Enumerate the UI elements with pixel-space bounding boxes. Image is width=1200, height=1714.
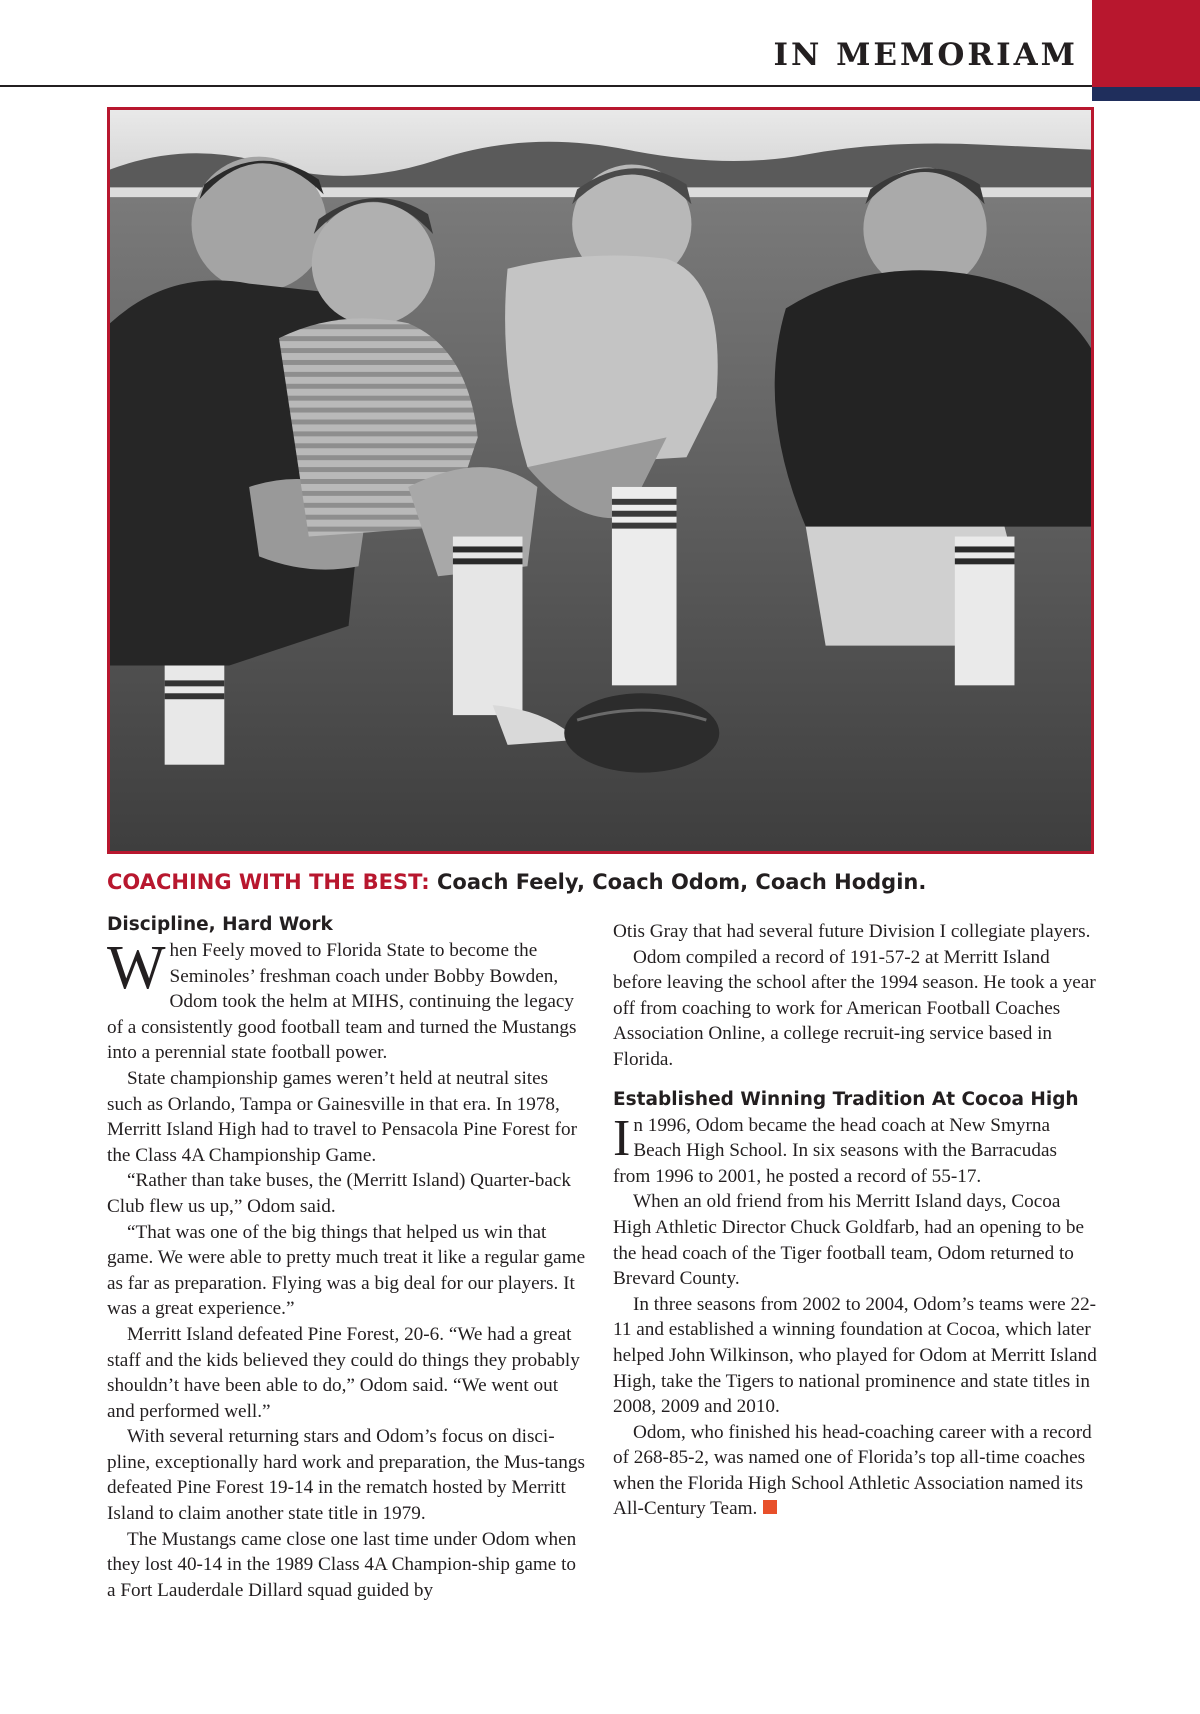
article-paragraph: In 1996, Odom became the head coach at New Smyrna Beach High School. In six seasons with the Barracudas from 1996 to 2001, he posted a record of 55-17. — [613, 1109, 1057, 1187]
article-paragraph: The Mustangs came close one last time under Odom when they lost 40-14 in the 1989 Class 4A Champion-ship game to a Fort Lauderdale Dillard squad guided by — [107, 1528, 577, 1601]
caption-lead: COACHING WITH THE BEST: — [107, 870, 430, 894]
article-paragraph: “That was one of the big things that helped us win that game. We were able to pretty much treat it like a regular game as far as preparation. Flying was a big deal for our players. It was a great experience.” — [107, 1221, 586, 1320]
article-column-right — [613, 919, 1097, 1522]
caption-text: Coach Feely, Coach Odom, Coach Hodgin. — [429, 870, 927, 894]
article-paragraph: Odom compiled a record of 191-57-2 at Merritt Island before leaving the school after the 1994 season. He took a year off from coaching to work for American Football Coaches Association Online, a college recruit-ing service based in Florida. — [613, 946, 1096, 1070]
corner-accent-red — [1092, 0, 1200, 87]
article-paragraph: When an old friend from his Merritt Island days, Cocoa High Athletic Director Chuck Goldfarb, had an opening to be the head coach of the Tiger football team, Odom returned to Brevard County. — [613, 1191, 1085, 1290]
article-column-left — [107, 912, 587, 1603]
article-paragraph: State championship games weren’t held at neutral sites such as Orlando, Tampa or Gainesville in that era. In 1978, Merritt Island High had to travel to Pensacola Pine Forest for the Class 4A Championship Game. — [107, 1067, 577, 1166]
header-rule — [0, 85, 1092, 87]
drop-cap: I — [613, 1109, 631, 1167]
coaches-photo — [107, 107, 1094, 854]
section-heading: Established Winning Tradition At Cocoa High — [613, 1088, 1079, 1110]
corner-accent-navy — [1092, 87, 1200, 101]
article-paragraph: Odom, who finished his head-coaching career with a record of 268-85-2, was named one of Florida’s top all-time coaches when the Florida High School Athletic Association named its All-Century Team. — [613, 1421, 1092, 1520]
article-paragraph: “Rather than take buses, the (Merritt Island) Quarter-back Club flew us up,” Odom said. — [107, 1170, 571, 1217]
section-heading: Discipline, Hard Work — [107, 914, 333, 935]
end-of-article-icon — [763, 1500, 777, 1514]
section-title: IN MEMORIAM — [773, 37, 1078, 73]
article-paragraph: With several returning stars and Odom’s focus on disci-pline, exceptionally hard work and preparation, the Mus-tangs defeated Pine Forest 19-14 in the rematch hosted by Merritt Island to claim another state title in 1979. — [107, 1426, 585, 1525]
photo-caption — [107, 870, 1097, 895]
drop-cap: W — [107, 934, 166, 1002]
article-paragraph: Otis Gray that had several future Division I collegiate players. — [613, 921, 1091, 942]
article-paragraph: In three seasons from 2002 to 2004, Odom’s teams were 22-11 and established a winning foundation at Cocoa, which later helped John Wilkinson, who played for Odom at Merritt Island High, take the Tigers to national prominence and state titles in 2008, 2009 and 2010. — [613, 1293, 1097, 1418]
article-paragraph: When Feely moved to Florida State to become the Seminoles’ freshman coach under Bobby Bowden, Odom took the helm at MIHS, continuing the legacy of a consistently good football team and turned the Mustangs into a perennial state football power. — [107, 934, 577, 1064]
article-paragraph: Merritt Island defeated Pine Forest, 20-6. “We had a great staff and the kids believed they could do things they probably shouldn’t have been able to do,” Odom said. “We went out and performed well.” — [107, 1323, 580, 1422]
